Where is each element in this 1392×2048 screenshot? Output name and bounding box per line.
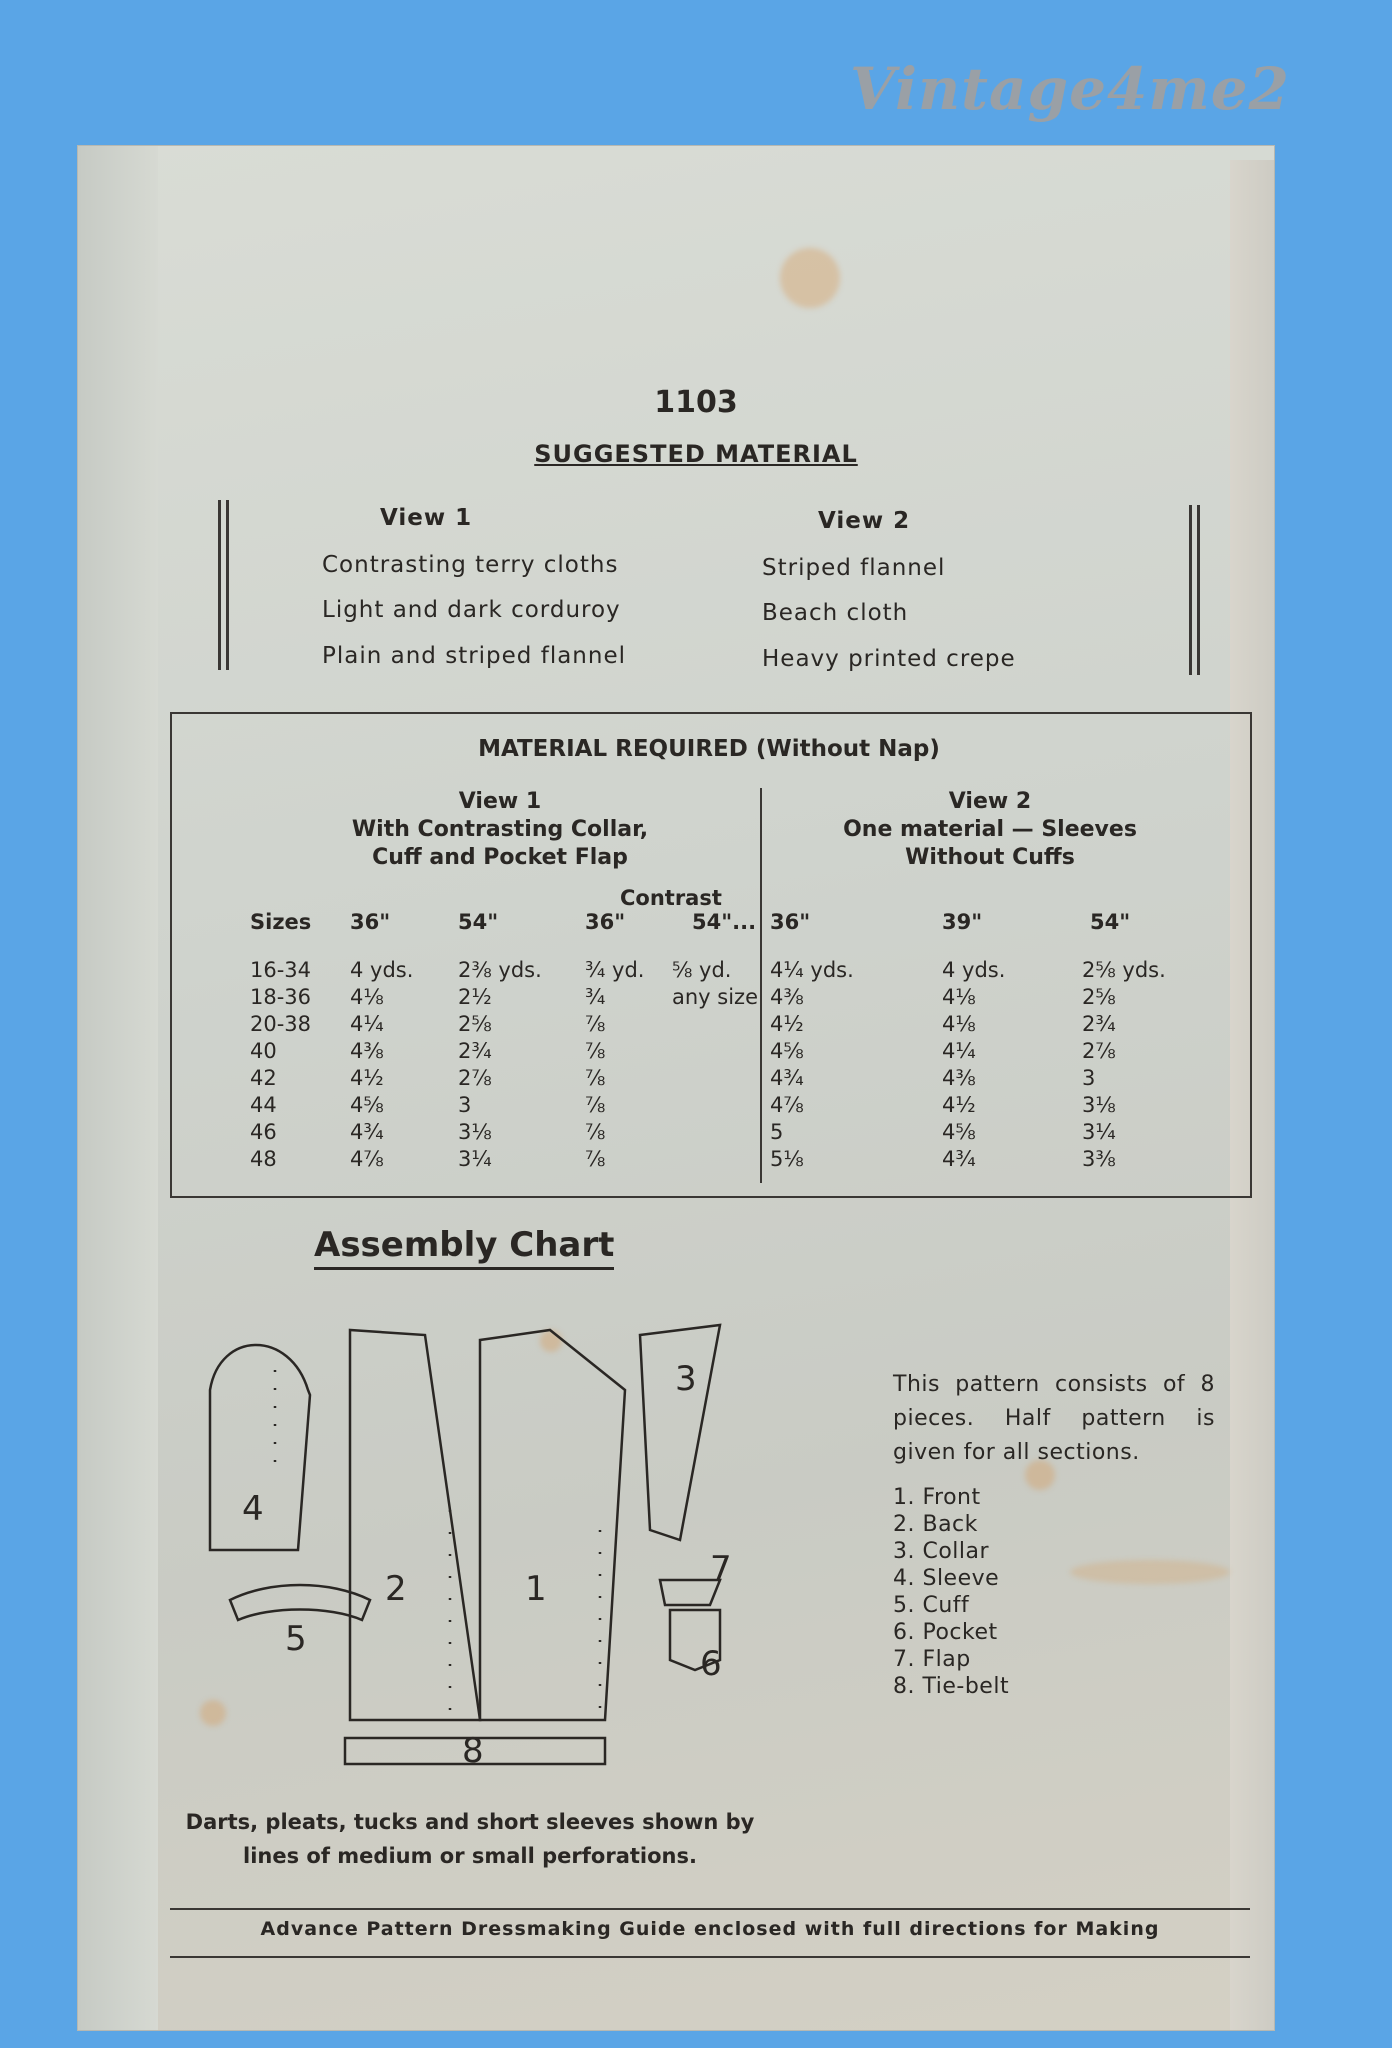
column-header: Sizes bbox=[250, 910, 312, 934]
table-cell: 4⅝ bbox=[770, 1039, 804, 1063]
table-cell: 4⅞ bbox=[350, 1147, 384, 1171]
table-cell: ⅞ bbox=[585, 1093, 606, 1117]
chart-number: 8 bbox=[462, 1731, 484, 1771]
table-cell: 4⅝ bbox=[350, 1093, 384, 1117]
table-cell: ⅞ bbox=[585, 1147, 606, 1171]
collar-piece bbox=[640, 1325, 720, 1540]
table-cell: any size bbox=[672, 985, 758, 1009]
table-cell: 4¾ bbox=[350, 1120, 384, 1144]
back-piece bbox=[350, 1330, 480, 1720]
column-header: 36" bbox=[350, 910, 391, 934]
column-header: 54"... bbox=[692, 910, 757, 934]
contrast-label: Contrast bbox=[620, 886, 722, 910]
table-cell: 2½ bbox=[458, 985, 492, 1009]
table-cell: ⅞ bbox=[585, 1120, 606, 1144]
assembly-chart-title: Assembly Chart bbox=[314, 1225, 614, 1270]
table-cell: 2⅝ bbox=[458, 1012, 492, 1036]
table-cell: 4⅛ bbox=[942, 985, 976, 1009]
piece-item: 8. Tie-belt bbox=[893, 1674, 1010, 1699]
column-header: 36" bbox=[770, 910, 811, 934]
column-header: 54" bbox=[1090, 910, 1131, 934]
suggested-view1-item: Plain and striped flannel bbox=[322, 643, 626, 669]
column-header: 39" bbox=[942, 910, 983, 934]
table-cell: 42 bbox=[250, 1066, 277, 1090]
suggested-view2-item: Beach cloth bbox=[762, 600, 909, 626]
pieces-list bbox=[893, 1484, 1009, 1700]
table-cell: 4¼ bbox=[942, 1039, 976, 1063]
table-cell: ¾ bbox=[585, 985, 606, 1009]
piece-item: 2. Back bbox=[893, 1512, 978, 1537]
chart-number: 1 bbox=[525, 1569, 547, 1609]
pieces-description: This pattern consists of 8 pieces. Half pattern is given for all sections. bbox=[893, 1372, 1215, 1465]
table-cell: 20-38 bbox=[250, 1012, 312, 1036]
envelope-left-flap bbox=[78, 146, 158, 2030]
suggested-view2-item: Striped flannel bbox=[762, 555, 946, 581]
table-cell: 2⅝ yds. bbox=[1082, 958, 1166, 982]
view1-heading-line: With Contrasting Collar, bbox=[351, 817, 649, 842]
table-cell: 46 bbox=[250, 1120, 277, 1144]
table-cell: 4¼ bbox=[350, 1012, 384, 1036]
footer-rule bbox=[170, 1956, 1250, 1958]
column-header: 54" bbox=[458, 910, 499, 934]
view1-heading bbox=[330, 788, 670, 872]
bracket-left bbox=[218, 500, 221, 670]
suggested-view1-label: View 1 bbox=[380, 505, 473, 531]
table-cell: ⅞ bbox=[585, 1012, 606, 1036]
material-required-title: MATERIAL REQUIRED (Without Nap) bbox=[478, 736, 940, 762]
piece-item: 3. Collar bbox=[893, 1539, 990, 1564]
table-cell: 4⅛ bbox=[942, 1012, 976, 1036]
suggested-view1-item: Contrasting terry cloths bbox=[322, 552, 619, 578]
table-cell: ¾ yd. bbox=[585, 958, 645, 982]
chart-number: 6 bbox=[700, 1644, 722, 1684]
table-cell: 4⅞ bbox=[770, 1093, 804, 1117]
table-cell: 16-34 bbox=[250, 958, 312, 982]
table-cell: 48 bbox=[250, 1147, 277, 1171]
suggested-view2-item: Heavy printed crepe bbox=[762, 646, 1016, 672]
table-cell: ⅝ yd. bbox=[672, 958, 732, 982]
table-cell: 3¼ bbox=[458, 1147, 492, 1171]
bracket-left bbox=[226, 500, 229, 670]
front-piece bbox=[480, 1330, 625, 1720]
table-cell: 3⅛ bbox=[1082, 1093, 1116, 1117]
table-cell: 2¾ bbox=[458, 1039, 492, 1063]
piece-item: 7. Flap bbox=[893, 1647, 971, 1672]
table-cell: 4⅜ bbox=[770, 985, 804, 1009]
table-cell: 4 yds. bbox=[942, 958, 1006, 982]
table-cell: 3¼ bbox=[1082, 1120, 1116, 1144]
footer-text: Advance Pattern Dressmaking Guide enclosed with full directions for Making bbox=[260, 1918, 1160, 1940]
view2-heading-line: One material — Sleeves bbox=[843, 817, 1137, 842]
table-cell: 3⅛ bbox=[458, 1120, 492, 1144]
table-cell: 40 bbox=[250, 1039, 277, 1063]
table-cell: 2⅞ bbox=[1082, 1039, 1116, 1063]
table-cell: 4¾ bbox=[942, 1147, 976, 1171]
suggested-view1-item: Light and dark corduroy bbox=[322, 597, 621, 623]
table-cell: 2⅜ yds. bbox=[458, 958, 542, 982]
table-cell: 4½ bbox=[350, 1066, 384, 1090]
footer-rule bbox=[170, 1908, 1250, 1910]
table-cell: 44 bbox=[250, 1093, 277, 1117]
suggested-view2-label: View 2 bbox=[818, 508, 911, 534]
view2-heading-line: Without Cuffs bbox=[905, 845, 1075, 870]
view2-heading bbox=[810, 788, 1170, 872]
chart-number: 4 bbox=[242, 1489, 264, 1529]
table-cell: 18-36 bbox=[250, 985, 312, 1009]
chart-number: 3 bbox=[675, 1359, 697, 1399]
view1-heading-line: View 1 bbox=[458, 789, 542, 814]
table-cell: 5 bbox=[770, 1120, 784, 1144]
table-cell: 5⅛ bbox=[770, 1147, 804, 1171]
view-divider bbox=[760, 788, 762, 1183]
view1-heading-line: Cuff and Pocket Flap bbox=[372, 845, 628, 870]
table-cell: 2⅝ bbox=[1082, 985, 1116, 1009]
table-cell: 2¾ bbox=[1082, 1012, 1116, 1036]
table-cell: 3 bbox=[458, 1093, 472, 1117]
stain bbox=[1070, 1560, 1230, 1584]
table-cell: ⅞ bbox=[585, 1066, 606, 1090]
suggested-material-title: SUGGESTED MATERIAL bbox=[534, 440, 858, 468]
table-cell: 3 bbox=[1082, 1066, 1096, 1090]
column-header: 36" bbox=[585, 910, 626, 934]
chart-number: 2 bbox=[385, 1569, 407, 1609]
table-cell: 4 yds. bbox=[350, 958, 414, 982]
piece-item: 1. Front bbox=[893, 1485, 981, 1510]
view2-heading-line: View 2 bbox=[948, 789, 1032, 814]
piece-item: 4. Sleeve bbox=[893, 1566, 1000, 1591]
table-cell: 4¼ yds. bbox=[770, 958, 854, 982]
bracket-right bbox=[1189, 505, 1192, 675]
table-cell: 4⅜ bbox=[942, 1066, 976, 1090]
stain bbox=[780, 248, 840, 308]
table-cell: 4⅝ bbox=[942, 1120, 976, 1144]
table-cell: ⅞ bbox=[585, 1039, 606, 1063]
chart-number: 5 bbox=[285, 1619, 307, 1659]
table-cell: 3⅜ bbox=[1082, 1147, 1116, 1171]
darts-note: Darts, pleats, tucks and short sleeves shown by lines of medium or small perforations. bbox=[185, 1810, 755, 1868]
piece-item: 6. Pocket bbox=[893, 1620, 998, 1645]
watermark: Vintage4me2 bbox=[850, 55, 1290, 123]
chart-number: 7 bbox=[710, 1549, 732, 1589]
piece-item: 5. Cuff bbox=[893, 1593, 970, 1618]
table-cell: 4⅛ bbox=[350, 985, 384, 1009]
pattern-number: 1103 bbox=[654, 385, 738, 420]
assembly-chart-diagram bbox=[180, 1310, 860, 1790]
table-cell: 2⅞ bbox=[458, 1066, 492, 1090]
table-cell: 4⅜ bbox=[350, 1039, 384, 1063]
table-cell: 4¾ bbox=[770, 1066, 804, 1090]
table-cell: 4½ bbox=[942, 1093, 976, 1117]
bracket-right bbox=[1197, 505, 1200, 675]
table-cell: 4½ bbox=[770, 1012, 804, 1036]
